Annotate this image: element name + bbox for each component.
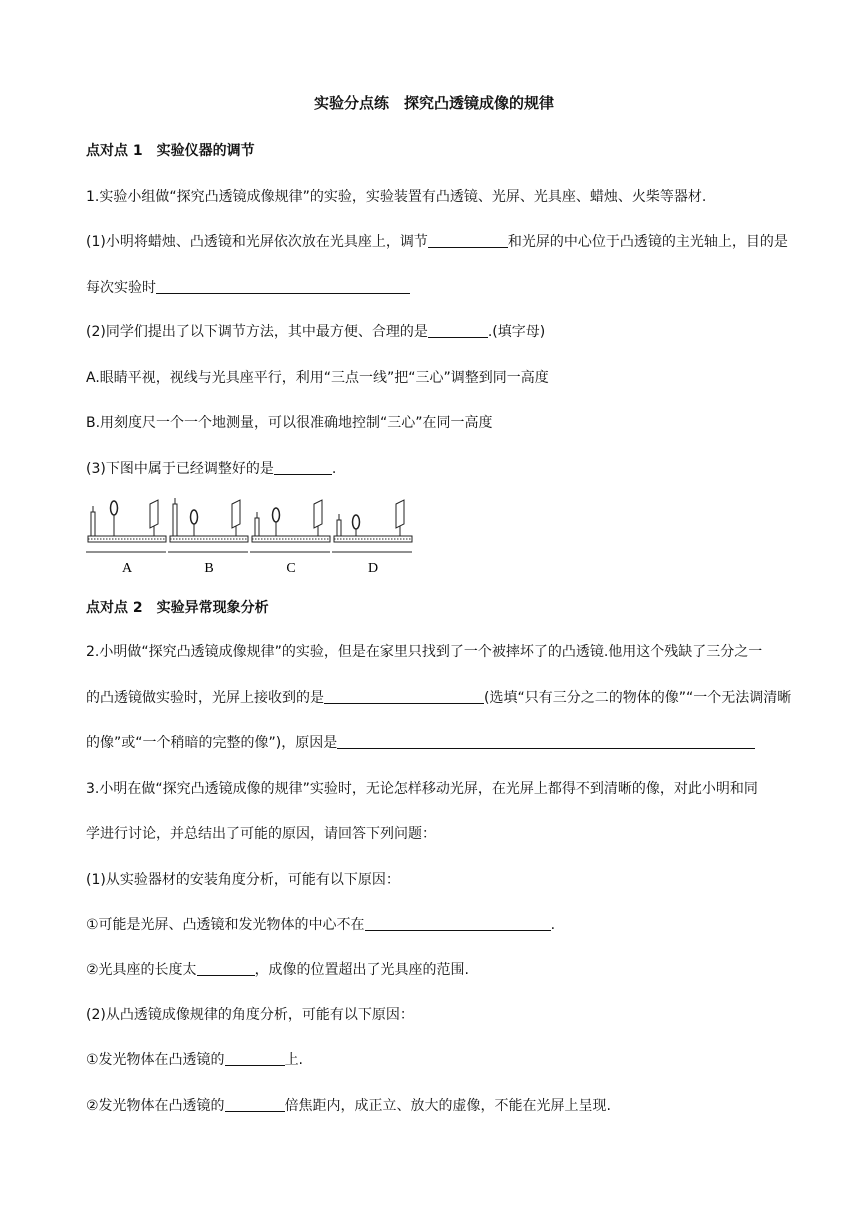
answer-blank[interactable] — [156, 279, 410, 294]
answer-blank[interactable] — [337, 734, 755, 749]
text: 每次实验时 — [86, 280, 156, 296]
question-3-part-2-ii — [86, 1096, 611, 1116]
option-b: B.用刻度尺一个一个地测量，可以很准确地控制“三心”在同一高度 — [86, 415, 493, 431]
figure-label-c: C — [286, 561, 296, 576]
question-1-part-1 — [86, 232, 788, 252]
text: 上. — [284, 1052, 304, 1068]
question-3-part-2-i — [86, 1050, 303, 1070]
figure-label-b: B — [204, 561, 214, 576]
page-title: 实验分点练 探究凸透镜成像的规律 — [313, 94, 554, 112]
question-1-part-1-cont — [86, 278, 410, 298]
text: (2)同学们提出了以下调节方法，其中最方便、合理的是 — [86, 324, 428, 340]
answer-blank[interactable] — [197, 961, 255, 976]
text: (3)下图中属于已经调整好的是 — [86, 461, 274, 477]
setup-b — [168, 498, 248, 552]
text: . — [550, 917, 556, 933]
figure-label-a: A — [121, 561, 133, 576]
question-2-line-3 — [86, 733, 755, 753]
text: ，成像的位置超出了光具座的范围. — [254, 962, 470, 978]
setup-d — [332, 500, 412, 552]
text: 和光屏的中心位于凸透镜的主光轴上，目的是 — [507, 234, 788, 250]
question-1-stem: 1.实验小组做“探究凸透镜成像规律”的实验，实验装置有凸透镜、光屏、光具座、蜡烛、火柴等器材. — [86, 189, 707, 205]
option-a: A.眼睛平视，视线与光具座平行，利用“三点一线”把“三心”调整到同一高度 — [86, 370, 549, 386]
text: (1)小明将蜡烛、凸透镜和光屏依次放在光具座上，调节 — [86, 234, 428, 250]
question-3-line-1: 3.小明在做“探究凸透镜成像的规律”实验时，无论怎样移动光屏，在光屏上都得不到清晰的像，对此小明和同 — [86, 781, 758, 797]
section-heading-1: 点对点 1 实验仪器的调节 — [86, 143, 255, 159]
answer-blank[interactable] — [225, 1051, 285, 1066]
setup-a — [86, 500, 166, 552]
text: (选填“只有三分之二的物体的像”“一个无法调清晰 — [484, 690, 792, 706]
answer-blank[interactable] — [365, 916, 551, 931]
text: ②发光物体在凸透镜的 — [86, 1098, 225, 1114]
question-2-line-1: 2.小明做“探究凸透镜成像规律”的实验，但是在家里只找到了一个被摔坏了的凸透镜.他用这个残缺了三分之一 — [86, 644, 763, 660]
text: ①可能是光屏、凸透镜和发光物体的中心不在 — [86, 917, 365, 933]
section-heading-2: 点对点 2 实验异常现象分析 — [86, 600, 269, 616]
answer-blank[interactable] — [225, 1097, 285, 1112]
text: . — [331, 461, 337, 477]
question-3-part-1: (1)从实验器材的安装角度分析，可能有以下原因： — [86, 872, 400, 888]
answer-blank[interactable] — [428, 323, 488, 338]
answer-blank[interactable] — [274, 460, 332, 475]
setup-c — [250, 500, 330, 552]
optical-bench-figure — [84, 490, 414, 590]
text: ②光具座的长度太 — [86, 962, 197, 978]
question-3-part-2: (2)从凸透镜成像规律的角度分析，可能有以下原因： — [86, 1007, 414, 1023]
text: 倍焦距内，成正立、放大的虚像，不能在光屏上呈现. — [284, 1098, 612, 1114]
figure-label-d: D — [367, 561, 379, 576]
answer-blank[interactable] — [428, 233, 508, 248]
question-3-part-1-i — [86, 915, 555, 935]
text: 的像”或“一个稍暗的完整的像”)，原因是 — [86, 735, 338, 751]
answer-blank[interactable] — [324, 689, 484, 704]
question-3-line-2: 学进行讨论，并总结出了可能的原因，请回答下列问题： — [86, 826, 436, 842]
text: 的凸透镜做实验时，光屏上接收到的是 — [86, 690, 324, 706]
question-1-part-3 — [86, 459, 336, 479]
text: .(填字母) — [487, 324, 546, 340]
question-1-part-2 — [86, 322, 545, 342]
question-3-part-1-ii — [86, 960, 469, 980]
text: ①发光物体在凸透镜的 — [86, 1052, 225, 1068]
question-2-line-2 — [86, 688, 791, 708]
